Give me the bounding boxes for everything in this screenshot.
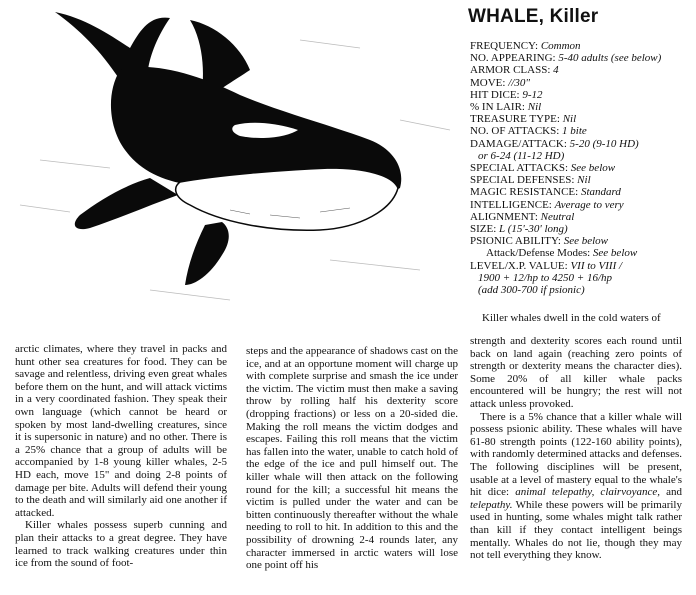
stat-value: Nil bbox=[527, 101, 542, 114]
stat-value: See below bbox=[570, 162, 616, 175]
stat-armor-class bbox=[470, 64, 692, 76]
stat-label: INTELLIGENCE: bbox=[470, 198, 552, 211]
stat-label: NO. APPEARING: bbox=[470, 52, 556, 65]
stat-value: L (15'-30' long) bbox=[499, 223, 568, 236]
stat-label: SPECIAL DEFENSES: bbox=[470, 174, 575, 187]
stat-value: See below bbox=[592, 247, 638, 260]
paragraph: steps and the appearance of shadows cast on the ice, and at an opportune moment will charge up with complete surprise and smash the ice under the victim. The victim must then make a saving throw by rolling half his dexterity score (dropping fractions) or less on a 20-sided die. Making the roll means the victim dodges and escapes. Failing this roll means that the victim has fallen into the water, unable to catch hold of the edge of the ice and pull himself out. The killer whale will then attack on the following round for the kill; a successful hit means the victim is pulled under the water and can be bitten continuously thereafter without the whale needing to roll to hit. In addition to this and the possibility of drowning 2-4 rounds later, any character immersed in arctic waters will lose one point off his bbox=[246, 345, 458, 572]
stat-value: 4 bbox=[553, 64, 559, 77]
stat-value: 5-40 adults (see below) bbox=[558, 52, 662, 65]
stat-value: Average to very bbox=[554, 198, 624, 211]
paragraph: arctic climates, where they travel in packs and hunt other sea creatures for food. They can be savage and relentless, driving even great whales before them on the hunt, and will attack victims in a very coordinated fashion. They speak their own language (which cannot be heard or spoken by most land-dwelling creatures, since it is supersonic in nature) and no other. There is a 25% chance that a group of adults will be accompanied by 1-8 young killer whales, 2-5 HD each, move 15" and doing 2-8 points of damage per bite. Adults will defend their young to the death and will similarly aid one another if attacked. bbox=[15, 343, 227, 519]
stat-label: ALIGNMENT: bbox=[470, 210, 538, 223]
text-column-1 bbox=[15, 343, 227, 570]
stat-in-lair bbox=[470, 101, 692, 113]
stat-size bbox=[470, 223, 692, 235]
stat-level-xp bbox=[470, 260, 692, 272]
stat-value: Nil bbox=[577, 174, 591, 187]
stat-special-defenses bbox=[470, 174, 692, 186]
text-run: and bbox=[660, 486, 682, 499]
stat-label: HIT DICE: bbox=[470, 88, 520, 101]
stat-psionic-ability bbox=[470, 235, 692, 247]
paragraph-psionics bbox=[470, 411, 682, 562]
stat-value: //30" bbox=[508, 76, 530, 89]
text-column-3 bbox=[470, 335, 682, 562]
stat-value: 1 bite bbox=[562, 125, 587, 138]
stat-label: DAMAGE/ATTACK: bbox=[470, 137, 567, 150]
text-run: While these powers will be primarily used in hunting, some whales might talk rather than kill if they contact intelligent beings mentally. Whales do not lie, though they may not tell everything they know. bbox=[470, 498, 682, 562]
stat-no-of-attacks bbox=[470, 125, 692, 137]
stat-xp-psionic-note: (add 300-700 if psionic) bbox=[478, 284, 585, 297]
stat-label: SIZE: bbox=[470, 223, 497, 236]
stat-value: VII to VIII / bbox=[570, 259, 623, 272]
stat-label: TREASURE TYPE: bbox=[470, 113, 560, 126]
stat-no-appearing bbox=[470, 52, 692, 64]
paragraph: Killer whales possess superb cunning and plan their attacks to a great degree. They have learned to track walking creatures under thin ice from the sound of foot- bbox=[15, 519, 227, 570]
stat-label: ARMOR CLASS: bbox=[470, 64, 551, 77]
stat-damage-attack bbox=[470, 138, 692, 150]
stat-value: Standard bbox=[580, 186, 621, 199]
stat-intelligence bbox=[470, 199, 692, 211]
stat-move bbox=[470, 77, 692, 89]
stat-special-attacks bbox=[470, 162, 692, 174]
stat-frequency bbox=[470, 40, 692, 52]
stat-label: % IN LAIR: bbox=[470, 101, 525, 114]
stat-magic-resistance bbox=[470, 186, 692, 198]
stat-value: Nil bbox=[562, 113, 577, 126]
stat-attack-defense-modes bbox=[470, 247, 692, 259]
stat-value: 9-12 bbox=[522, 88, 543, 101]
stat-label: NO. OF ATTACKS: bbox=[470, 125, 560, 138]
stat-label: Attack/Defense Modes: bbox=[486, 247, 591, 260]
stat-value: See below bbox=[563, 235, 609, 248]
killer-whale-illustration bbox=[0, 0, 460, 330]
stat-label: MAGIC RESISTANCE: bbox=[470, 186, 579, 199]
text-column-2 bbox=[246, 345, 458, 572]
stat-value: Neutral bbox=[540, 210, 575, 223]
stat-label: LEVEL/X.P. VALUE: bbox=[470, 259, 568, 272]
intro-line: Killer whales dwell in the cold waters of bbox=[482, 312, 661, 324]
stat-label: PSIONIC ABILITY: bbox=[470, 235, 561, 248]
stat-value: Common bbox=[540, 40, 581, 52]
stat-hit-dice bbox=[470, 89, 692, 101]
page-title: WHALE, Killer bbox=[468, 6, 599, 27]
stat-label: FREQUENCY: bbox=[470, 40, 539, 52]
stat-value: 5-20 (9-10 HD) bbox=[569, 137, 639, 150]
italic-telepathy: telepathy. bbox=[470, 498, 513, 511]
paragraph: strength and dexterity scores each round until back on land again (reaching zero points of strength or dexterity means the character dies). Some 20% of all killer whale packs encountered will be hungry; the rest will not attack unless provoked. bbox=[470, 335, 682, 410]
stat-xp-continuation: 1900 + 12/hp to 4250 + 16/hp bbox=[478, 271, 613, 284]
italic-disciplines: animal telepathy, clairvoyance, bbox=[515, 486, 660, 499]
stat-damage-continuation: or 6-24 (11-12 HD) bbox=[478, 149, 565, 162]
stat-block bbox=[470, 40, 692, 296]
stat-label: SPECIAL ATTACKS: bbox=[470, 162, 569, 175]
text-run: There is a 5% chance that a killer whale will possess psionic ability. These whales will have 61-80 strength points (122-160 ability points), with randomly determined attacks and defenses. The following disciplines will be present, usable at a level of mastery equal to the whale's hit dice: bbox=[470, 410, 682, 499]
stat-label: MOVE: bbox=[470, 76, 506, 89]
stat-alignment bbox=[470, 211, 692, 223]
stat-treasure-type bbox=[470, 113, 692, 125]
